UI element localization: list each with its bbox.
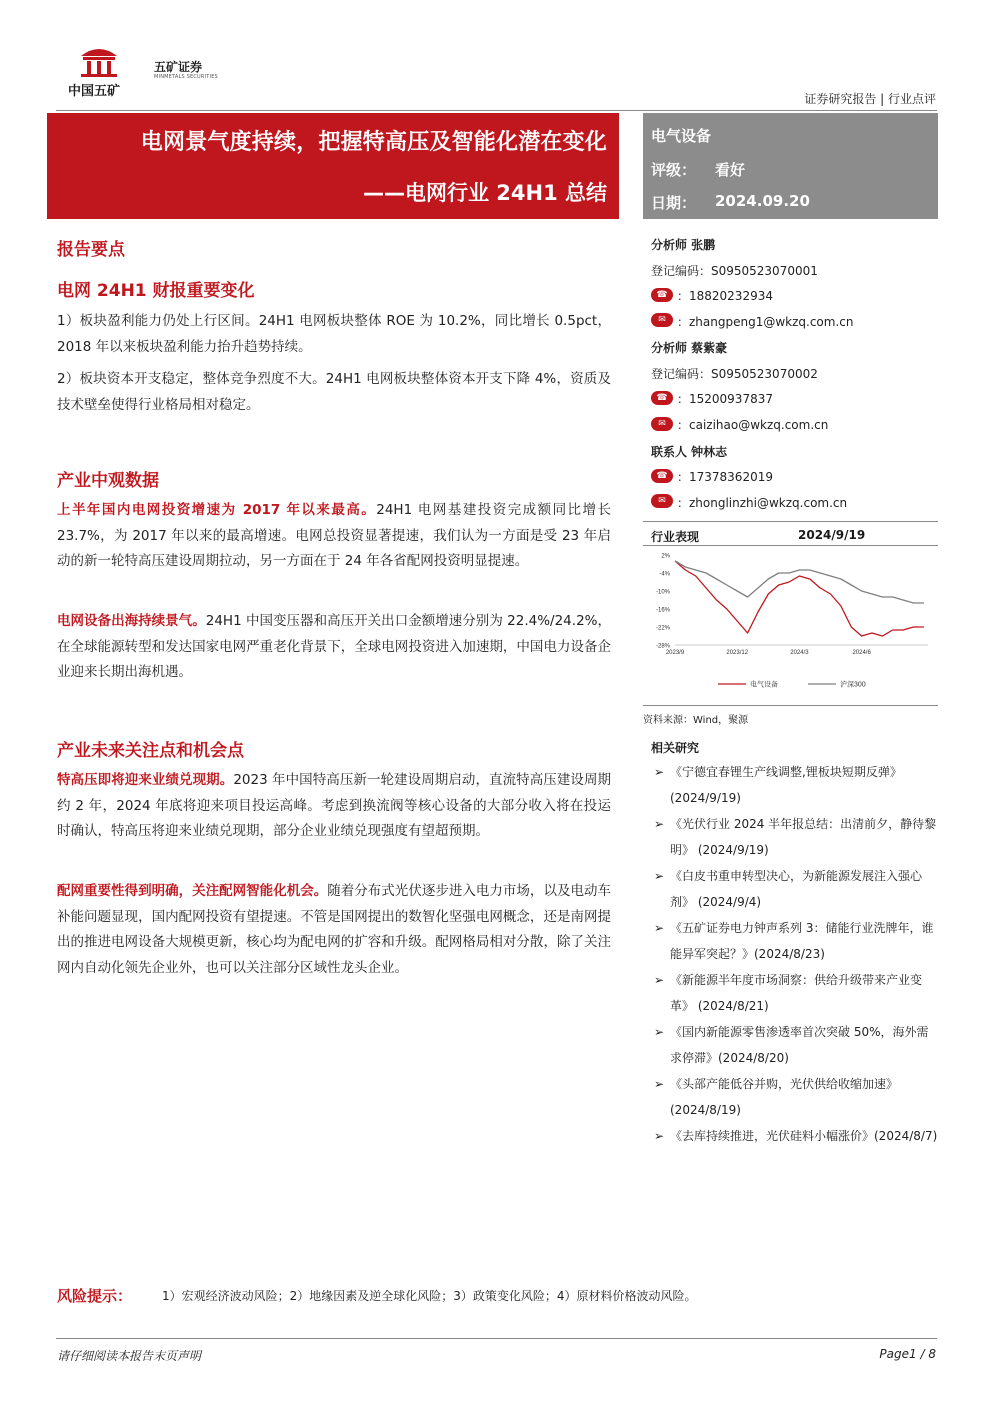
perf-bottom-rule <box>643 705 938 706</box>
series-line <box>675 561 924 636</box>
paragraph-capex: 2）板块资本开支稳定，整体竞争烈度不大。24H1 电网板块整体资本开支下降 4%，资质及技术壁垒使得行业格局相对稳定。 <box>57 371 611 413</box>
y-tick-label: -4% <box>659 571 670 578</box>
analyst2-reg: 登记编码：S0950523070002 <box>651 367 818 381</box>
chevron-right-icon: ➢ <box>654 765 665 779</box>
phone-icon: ☎ <box>651 469 673 483</box>
paragraph-export <box>57 609 611 686</box>
related-item[interactable]: ➢ 《头部产能低谷并购，光伏供给收缩加速》(2024/8/19) <box>652 1071 938 1123</box>
risk-label: 风险提示： <box>57 1287 133 1305</box>
analyst2-name: 分析师 蔡紫豪 <box>651 341 728 355</box>
email-icon: ✉ <box>651 313 673 327</box>
data-source: 资料来源：Wind，聚源 <box>643 715 749 726</box>
y-tick-label: -10% <box>655 589 670 596</box>
sector-name: 电气设备 <box>651 127 712 145</box>
paragraph-uhv-lead: 特高压即将迎来业绩兑现期。 <box>57 772 234 788</box>
chevron-right-icon: ➢ <box>654 1077 665 1091</box>
contact-phone: ：17378362019 <box>677 470 773 484</box>
logo-securities-en: MINMETALS SECURITIES <box>154 74 218 80</box>
phone-icon: ☎ <box>651 391 673 405</box>
paragraph-roe: 1）板块盈利能力仍处上行区间。24H1 电网板块整体 ROE 为 10.2%，同比增长 0.5pct，2018 年以来板块盈利能力抬升趋势持续。 <box>57 313 611 355</box>
footer-page-number: 1 / 8 <box>909 1347 936 1361</box>
section-key-points-title: 报告要点 <box>57 240 125 260</box>
related-research-title: 相关研究 <box>651 741 700 755</box>
paragraph-investment-body: 24H1 电网基建投资完成额同比增长 23.7%，为 2017 年以来的最高增速。电网总投资显著提速，我们认为一方面是受 23 年启动的新一轮特高压建设周期拉动，另一方面在于 24 年各省配网投资明显提速。 <box>57 502 611 569</box>
analyst2-phone: ：15200937837 <box>677 392 773 406</box>
report-subtitle: ——电网行业 24H1 总结 <box>362 181 607 205</box>
x-tick-label: 2024/3 <box>790 650 809 656</box>
y-tick-label: -22% <box>655 625 670 632</box>
perf-top-rule <box>643 521 938 522</box>
email-icon: ✉ <box>651 417 673 431</box>
section-industry-data-title: 产业中观数据 <box>57 471 159 491</box>
related-item[interactable]: ➢ 《去库持续推进，光伏硅料小幅涨价》(2024/8/7) <box>652 1123 938 1149</box>
header-divider <box>56 110 937 111</box>
date-value: 2024.09.20 <box>715 192 810 210</box>
x-tick-label: 2024/6 <box>852 650 871 656</box>
chevron-right-icon: ➢ <box>654 1025 665 1039</box>
rating-box <box>643 113 938 219</box>
company-logo <box>64 44 224 100</box>
legend-label: 电气设备 <box>750 681 778 689</box>
paragraph-export-lead: 电网设备出海持续景气。 <box>57 613 206 629</box>
chevron-right-icon: ➢ <box>654 921 665 935</box>
industry-performance-chart <box>643 547 938 705</box>
related-item[interactable]: ➢ 《新能源半年度市场洞察：供给升级带来产业变革》 (2024/8/21) <box>652 967 938 1019</box>
logo-emblem-icon <box>78 44 120 78</box>
paragraph-export-body: 24H1 中国变压器和高压开关出口金额增速分别为 22.4%/24.2%，在全球能源转型和发达国家电网严重老化背景下，全球电网投资进入加速期，中国电力设备企业迎来长期出海机遇。 <box>57 613 612 680</box>
section-future-title: 产业未来关注点和机会点 <box>57 741 244 761</box>
y-tick-label: 2% <box>661 553 670 560</box>
y-tick-label: -28% <box>655 643 670 650</box>
rating-label: 评级： <box>651 161 697 179</box>
perf-date: 2024/9/19 <box>798 528 866 542</box>
chevron-right-icon: ➢ <box>654 817 665 831</box>
paragraph-distribution-body: 随着分布式光伏逐步进入电力市场，以及电动车补能问题显现，国内配网投资有望提速。不管是国网提出的数智化坚强电网概念，还是南网提出的推进电网设备大规模更新，核心均为配电网的扩容和升级。配网格局相对分散，除了关注网内自动化领先企业外，也可以关注部分区域性龙头企业。 <box>57 883 611 976</box>
related-item[interactable]: ➢ 《宁德宜春锂生产线调整,锂板块短期反弹》(2024/9/19) <box>652 759 938 811</box>
paragraph-investment-lead: 上半年国内电网投资增速为 2017 年以来最高。 <box>57 502 377 518</box>
chevron-right-icon: ➢ <box>654 869 665 883</box>
report-title: 电网景气度持续，把握特高压及智能化潜在变化 <box>140 130 607 155</box>
related-item[interactable]: ➢ 《白皮书重申转型决心，为新能源发展注入强心剂》 (2024/9/4) <box>652 863 938 915</box>
paragraph-uhv <box>57 768 611 845</box>
phone-icon: ☎ <box>651 288 673 302</box>
section-financial-changes-title: 电网 24H1 财报重要变化 <box>57 281 255 301</box>
risk-text: 1）宏观经济波动风险；2）地缘因素及逆全球化风险；3）政策变化风险；4）原材料价格波动风险。 <box>162 1289 697 1303</box>
analyst1-reg: 登记编码：S0950523070001 <box>651 264 818 278</box>
document-type: 证券研究报告 | 行业点评 <box>804 92 936 106</box>
perf-title: 行业表现 <box>651 530 700 544</box>
analyst1-email[interactable]: ：zhangpeng1@wkzq.com.cn <box>677 315 854 329</box>
footer-page-label: Page <box>879 1347 909 1361</box>
paragraph-distribution-lead: 配网重要性得到明确，关注配网智能化机会。 <box>57 883 328 899</box>
chevron-right-icon: ➢ <box>654 973 665 987</box>
footer-divider <box>56 1338 937 1339</box>
rating-value: 看好 <box>715 161 746 179</box>
email-icon: ✉ <box>651 494 673 508</box>
paragraph-uhv-body: 2023 年中国特高压新一轮建设周期启动，直流特高压建设周期约 2 年，2024 年底将迎来项目投运高峰。考虑到换流阀等核心设备的大部分收入将在投运时确认，特高压将迎来业绩兑现期，部分企业业绩兑现强度有望超预期。 <box>57 772 612 839</box>
perf-header-rule <box>643 545 938 546</box>
title-banner <box>47 113 619 219</box>
date-label: 日期： <box>651 194 697 212</box>
logo-securities-name: 五矿证券 <box>154 60 203 74</box>
contact-email[interactable]: ：zhonglinzhi@wkzq.com.cn <box>677 496 848 510</box>
paragraph-investment <box>57 498 611 575</box>
legend-label: 沪深300 <box>840 681 866 689</box>
chevron-right-icon: ➢ <box>654 1129 665 1143</box>
series-line <box>675 561 924 603</box>
paragraph-distribution <box>57 879 611 981</box>
contact-name: 联系人 钟林志 <box>651 445 728 459</box>
y-tick-label: -16% <box>655 607 670 614</box>
logo-group-name: 中国五矿 <box>68 84 121 99</box>
footer-disclaimer: 请仔细阅读本报告末页声明 <box>57 1349 202 1363</box>
analyst2-email[interactable]: ：caizihao@wkzq.com.cn <box>677 418 829 432</box>
analyst1-phone: ：18820232934 <box>677 289 773 303</box>
related-item[interactable]: ➢ 《国内新能源零售渗透率首次突破 50%，海外需求停滞》(2024/8/20) <box>652 1019 938 1071</box>
related-item[interactable]: ➢ 《光伏行业 2024 半年报总结：出清前夕，静待黎明》 (2024/9/19) <box>652 811 938 863</box>
x-tick-label: 2023/12 <box>726 650 749 656</box>
x-tick-label: 2023/9 <box>665 650 685 656</box>
related-item[interactable]: ➢ 《五矿证券电力钟声系列 3：储能行业洗牌年，谁能异军突起？》(2024/8/23) <box>652 915 938 967</box>
analyst1-name: 分析师 张鹏 <box>651 238 716 252</box>
